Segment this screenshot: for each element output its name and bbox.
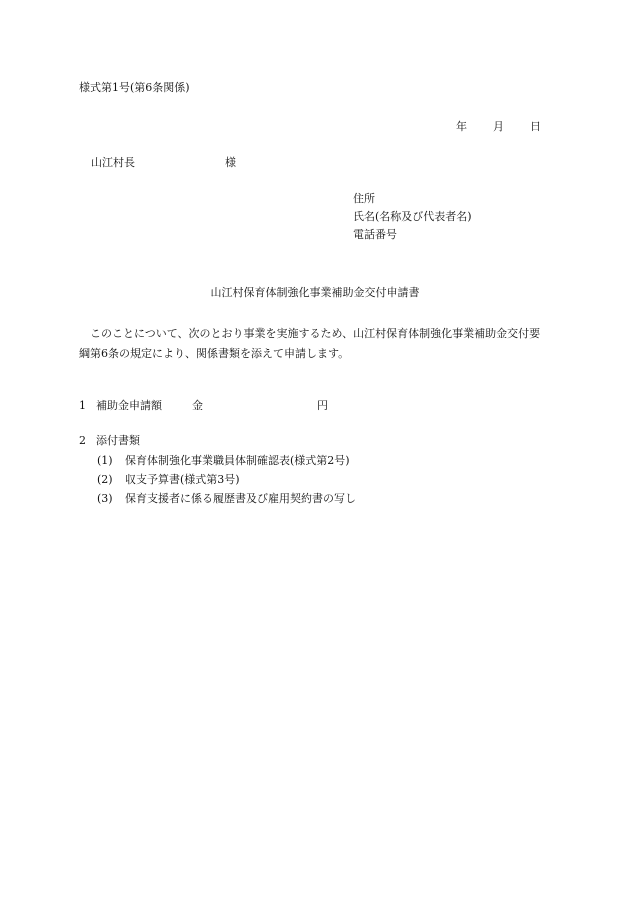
list-item-number: (3) xyxy=(97,492,113,505)
attachments-item-number: 2 xyxy=(79,434,86,447)
list-item-number: (2) xyxy=(97,473,113,486)
amount-item-number: 1 xyxy=(79,399,86,412)
attachments-heading xyxy=(79,435,140,446)
amount-line xyxy=(79,400,328,411)
date-line xyxy=(456,121,541,132)
amount-label: 補助金申請額 xyxy=(96,399,162,412)
list-item-text: 収支予算書(様式第3号) xyxy=(125,473,240,486)
list-item xyxy=(97,455,356,474)
date-day-label: 日 xyxy=(530,120,541,133)
list-item xyxy=(97,474,356,493)
addressee-honorific: 様 xyxy=(225,156,236,169)
form-number: 様式第1号(第6条関係) xyxy=(79,81,190,94)
body-paragraph: このことについて、次のとおり事業を実施するため、山江村保育体制強化事業補助金交付要綱第6条の規定により、関係書類を添えて申請します。 xyxy=(79,327,541,360)
applicant-name-label: 氏名(名称及び代表者名) xyxy=(353,210,472,223)
list-item-text: 保育支援者に係る履歴書及び雇用契約書の写し xyxy=(125,492,356,505)
list-item-text: 保育体制強化事業職員体制確認表(様式第2号) xyxy=(125,454,350,467)
amount-prefix: 金 xyxy=(192,399,203,412)
date-year-label: 年 xyxy=(456,120,467,133)
attachments-list xyxy=(97,455,356,512)
date-month-label: 月 xyxy=(493,120,504,133)
applicant-address-label: 住所 xyxy=(353,192,375,205)
list-item xyxy=(97,493,356,512)
attachments-heading-label: 添付書類 xyxy=(96,434,140,447)
applicant-block xyxy=(353,193,472,247)
addressee-name: 山江村長 xyxy=(91,156,135,169)
document-title: 山江村保育体制強化事業補助金交付申請書 xyxy=(210,286,420,299)
addressee xyxy=(91,157,236,168)
applicant-phone-label: 電話番号 xyxy=(353,228,397,241)
amount-unit: 円 xyxy=(317,399,328,412)
list-item-number: (1) xyxy=(97,454,113,467)
